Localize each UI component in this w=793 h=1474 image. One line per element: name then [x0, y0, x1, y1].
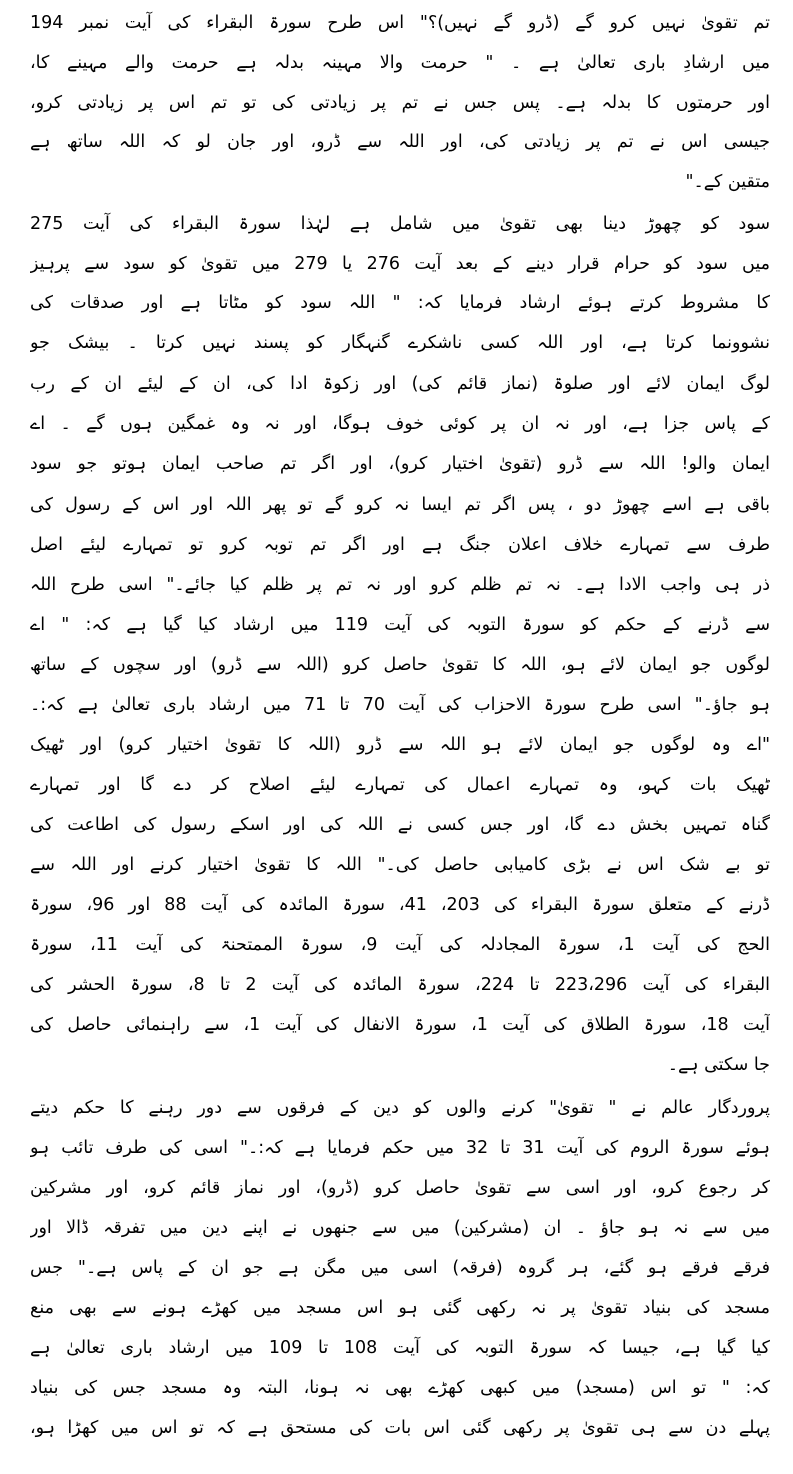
- text-line: ذر ہی واجب الادا ہے۔ نہ تم ظلم کرو اور نہ تم پر ظلم کیا جائے۔" اسی طرح اللہ: [30, 575, 770, 595]
- text-line: ڈرنے کے متعلق سورۃ البقراء کی 203، 41، سورۃ المائدہ کی آیت 88 اور 96، سورۃ: [30, 895, 770, 915]
- text-line: پہلے دن سے ہی تقویٰ پر رکھی گئی اس بات کی مستحق ہے کہ تو اس میں کھڑا ہو،: [30, 1418, 770, 1438]
- text-line: جا سکتی ہے۔: [667, 1055, 770, 1075]
- text-line: البقراء کی آیت 223،296 تا 224، سورۃ المائدہ کی آیت 2 تا 8، سورۃ الحشر کی: [30, 975, 770, 995]
- text-line: آیت 18، سورۃ الطلاق کی آیت 1، سورۃ الانفال کی آیت 1، سے راہنمائی حاصل کی: [30, 1015, 770, 1035]
- text-line: میں سے نہ ہو جاؤ ۔ ان (مشرکین) میں سے جنھوں نے اپنے دین میں تفرقہ ڈالا اور: [30, 1218, 770, 1238]
- document-page: [30, 0, 770, 1474]
- text-line: ایمان والو! اللہ سے ڈرو (تقویٰ اختیار کرو)، اور اگر تم صاحب ایمان ہوتو جو سود: [30, 454, 770, 474]
- text-line: سود کو چھوڑ دینا بھی تقویٰ میں شامل ہے لہٰذا سورۃ البقراء کی آیت 275: [30, 214, 770, 234]
- text-line: کے پاس جزا ہے، اور نہ ان پر کوئی خوف ہوگا، اور نہ وہ غمگین ہوں گے ۔ اے: [30, 414, 770, 434]
- text-line: ہوئے سورۃ الروم کی آیت 31 تا 32 میں حکم فرمایا ہے کہ:۔" اسی کی طرف تائب ہو: [30, 1138, 770, 1158]
- text-line: لوگ ایمان لائے اور صلوۃ (نماز قائم کی) اور زکوۃ ادا کی، ان کے لیئے ان کے رب: [30, 374, 770, 394]
- text-line: طرف سے تمہارے خلاف اعلان جنگ ہے اور اگر تم توبہ کرو تو تمہارے لیئے اصل: [30, 535, 770, 555]
- text-line: جیسی اس نے تم پر زیادتی کی، اور اللہ سے ڈرو، اور جان لو کہ اللہ ساتھ ہے: [30, 132, 770, 152]
- text-line: میں سود کو حرام قرار دینے کے بعد آیت 276 یا 279 میں تقویٰ کو سود سے پرہیز: [30, 254, 770, 274]
- text-line: سے ڈرنے کے حکم کو سورۃ التوبہ کی آیت 119 میں ارشاد کیا گیا ہے کہ: " اے: [30, 615, 770, 635]
- text-line: اور حرمتوں کا بدلہ ہے۔ پس جس نے تم پر زیادتی کی تو تم اس پر زیادتی کرو،: [30, 93, 770, 113]
- text-line: گناہ تمہیں بخش دے گا، اور جس کسی نے اللہ کی اور اسکے رسول کی اطاعت کی: [30, 815, 770, 835]
- text-line: لوگوں جو ایمان لائے ہو، اللہ کا تقویٰ حاصل کرو (اللہ سے ڈرو) اور سچوں کے ساتھ: [30, 655, 770, 675]
- text-line: الحج کی آیت 1، سورۃ المجادلہ کی آیت 9، سورۃ الممتحنۃ کی آیت 11، سورۃ: [30, 935, 770, 955]
- text-line: ٹھیک بات کہو، وہ تمہارے اعمال کی تمہارے لیئے اصلاح کر دے گا اور تمہارے: [30, 775, 770, 795]
- text-line: پروردگار عالم نے " تقویٰ" کرنے والوں کو دین کے فرقوں سے دور رہنے کا حکم دیتے: [30, 1098, 770, 1118]
- text-line: "اے وہ لوگوں جو ایمان لائے ہو اللہ سے ڈرو (اللہ کا تقویٰ اختیار کرو) اور ٹھیک: [30, 735, 770, 755]
- text-line: ہو جاؤ۔" اسی طرح سورۃ الاحزاب کی آیت 70 تا 71 میں ارشاد باری تعالیٰ ہے کہ:۔: [30, 695, 770, 715]
- text-line: کہ: " تو اس (مسجد) میں کبھی کھڑے بھی نہ ہونا، البتہ وہ مسجد جس کی بنیاد: [30, 1378, 770, 1398]
- text-line: متقین کے۔": [685, 172, 770, 192]
- text-line: مسجد کی بنیاد تقویٰ پر نہ رکھی گئی ہو اس مسجد میں کھڑے ہونے سے بھی منع: [30, 1298, 770, 1318]
- text-line: باقی ہے اسے چھوڑ دو ، پس اگر تم ایسا نہ کرو گے تو پھر اللہ اور اس کے رسول کی: [30, 495, 770, 515]
- text-line: نشوونما کرتا ہے، اور اللہ کسی ناشکرے گنہگار کو پسند نہیں کرتا ۔ بیشک جو: [30, 333, 770, 353]
- text-line: تو بے شک اس نے بڑی کامیابی حاصل کی۔" اللہ کا تقویٰ اختیار کرنے اور اللہ سے: [30, 855, 770, 875]
- text-line: فرقے فرقے ہو گئے، ہر گروہ (فرقہ) اسی میں مگن ہے جو ان کے پاس ہے۔" جس: [30, 1258, 770, 1278]
- text-line: میں ارشادِ باری تعالیٰ ہے ۔ " حرمت والا مہینہ بدلہ ہے حرمت والے مہینے کا،: [30, 53, 770, 73]
- text-line: تم تقویٰ نہیں کرو گے (ڈرو گے نہیں)؟" اس طرح سورۃ البقراء کی آیت نمبر 194: [30, 13, 770, 33]
- text-line: کر رجوع کرو، اور اسی سے تقویٰ حاصل کرو (ڈرو)، اور نماز قائم کرو، اور مشرکین: [30, 1178, 770, 1198]
- text-line: کیا گیا ہے، جیسا کہ سورۃ التوبہ کی آیت 108 تا 109 میں ارشاد باری تعالیٰ ہے: [30, 1338, 770, 1358]
- text-line: کا مشروط کرتے ہوئے ارشاد فرمایا کہ: " اللہ سود کو مٹاتا ہے اور صدقات کی: [30, 293, 770, 313]
